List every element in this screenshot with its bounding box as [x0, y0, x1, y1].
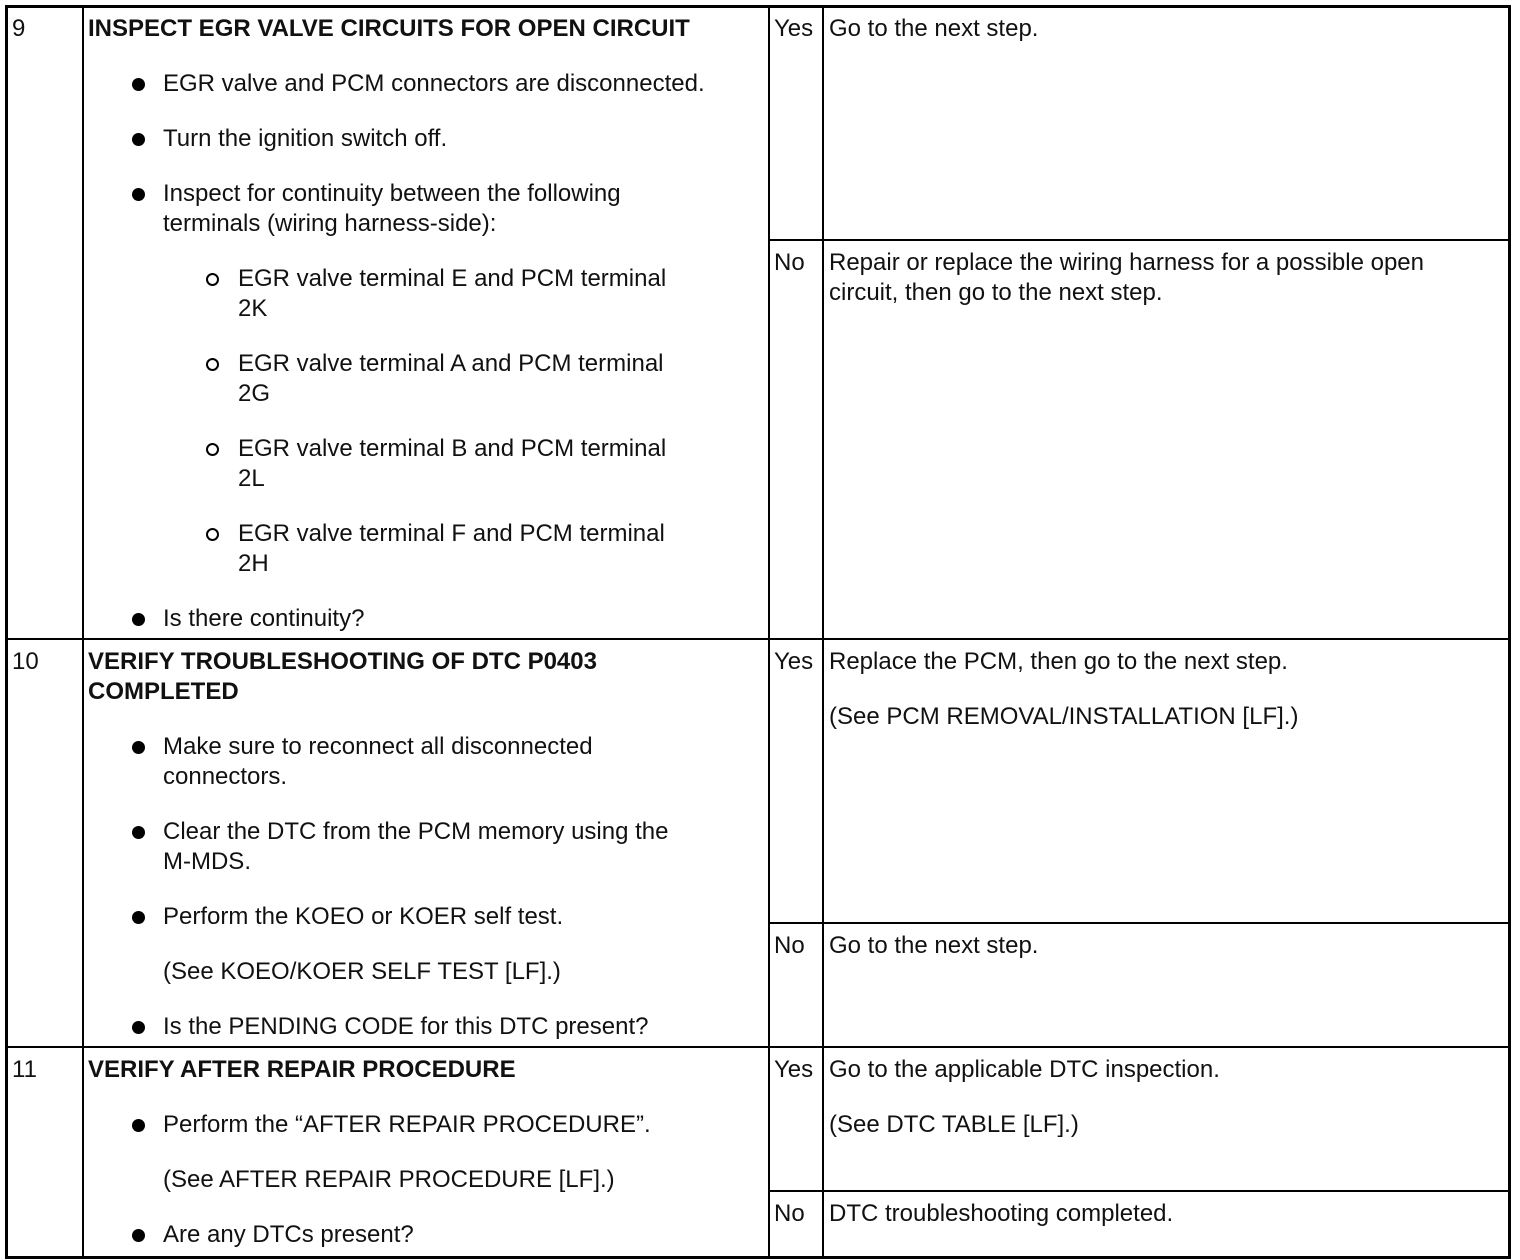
hollow-bullet-icon	[206, 528, 219, 541]
yes-no-divider	[768, 922, 1508, 924]
bullet-text: Is there continuity?	[163, 605, 365, 632]
step-number: 10	[12, 648, 39, 675]
no-action: DTC troubleshooting completed.	[829, 1200, 1174, 1227]
bullet-text: EGR valve terminal B and PCM terminal	[238, 435, 667, 462]
bullet-text: terminals (wiring harness-side):	[163, 210, 497, 237]
step-title: VERIFY AFTER REPAIR PROCEDURE	[88, 1056, 516, 1083]
yes-no-divider	[768, 239, 1508, 241]
no-action: Go to the next step.	[829, 932, 1039, 959]
no-action: circuit, then go to the next step.	[829, 279, 1163, 306]
step-number: 11	[12, 1056, 37, 1083]
bullet-text: Turn the ignition switch off.	[163, 125, 448, 152]
bullet-text: 2L	[238, 465, 265, 492]
step-number: 9	[12, 15, 26, 42]
bullet-icon	[132, 613, 145, 626]
reference-text: (See KOEO/KOER SELF TEST [LF].)	[163, 958, 561, 985]
step-title: INSPECT EGR VALVE CIRCUITS FOR OPEN CIRCUIT	[88, 15, 690, 42]
hollow-bullet-icon	[206, 358, 219, 371]
bullet-text: Is the PENDING CODE for this DTC present?	[163, 1013, 649, 1040]
row-divider	[8, 638, 1508, 640]
bullet-text: Perform the “AFTER REPAIR PROCEDURE”.	[163, 1111, 651, 1138]
bullet-icon	[132, 911, 145, 924]
yes-action: (See DTC TABLE [LF].)	[829, 1111, 1079, 1138]
bullet-text: Inspect for continuity between the following	[163, 180, 621, 207]
bullet-icon	[132, 1229, 145, 1242]
bullet-text: 2K	[238, 295, 268, 322]
column-divider	[822, 8, 824, 1256]
bullet-icon	[132, 133, 145, 146]
step-title: VERIFY TROUBLESHOOTING OF DTC P0403	[88, 648, 597, 675]
bullet-text: Are any DTCs present?	[163, 1221, 414, 1248]
bullet-icon	[132, 826, 145, 839]
yes-no-divider	[768, 1190, 1508, 1192]
row-divider	[8, 1046, 1508, 1048]
bullet-text: EGR valve and PCM connectors are disconnected.	[163, 70, 705, 97]
yes-label: Yes	[774, 1056, 814, 1083]
no-label: No	[774, 932, 805, 959]
no-action: Repair or replace the wiring harness for a possible open	[829, 249, 1424, 276]
no-label: No	[774, 249, 805, 276]
bullet-text: M-MDS.	[163, 848, 251, 875]
bullet-icon	[132, 78, 145, 91]
bullet-text: Clear the DTC from the PCM memory using the	[163, 818, 669, 845]
yes-action: Go to the applicable DTC inspection.	[829, 1056, 1220, 1083]
column-divider	[768, 8, 770, 1256]
bullet-text: EGR valve terminal A and PCM terminal	[238, 350, 664, 377]
bullet-text: EGR valve terminal F and PCM terminal	[238, 520, 665, 547]
step-title: COMPLETED	[88, 678, 239, 705]
yes-label: Yes	[774, 15, 814, 42]
bullet-icon	[132, 188, 145, 201]
yes-action: Go to the next step.	[829, 15, 1039, 42]
bullet-icon	[132, 1119, 145, 1132]
hollow-bullet-icon	[206, 273, 219, 286]
yes-action: (See PCM REMOVAL/INSTALLATION [LF].)	[829, 703, 1299, 730]
column-divider	[82, 8, 84, 1256]
hollow-bullet-icon	[206, 443, 219, 456]
reference-text: (See AFTER REPAIR PROCEDURE [LF].)	[163, 1166, 615, 1193]
yes-action: Replace the PCM, then go to the next step.	[829, 648, 1288, 675]
bullet-text: 2H	[238, 550, 269, 577]
bullet-text: EGR valve terminal E and PCM terminal	[238, 265, 667, 292]
bullet-icon	[132, 1021, 145, 1034]
bullet-icon	[132, 741, 145, 754]
bullet-text: Perform the KOEO or KOER self test.	[163, 903, 564, 930]
bullet-text: 2G	[238, 380, 271, 407]
no-label: No	[774, 1200, 805, 1227]
bullet-text: connectors.	[163, 763, 288, 790]
bullet-text: Make sure to reconnect all disconnected	[163, 733, 593, 760]
yes-label: Yes	[774, 648, 814, 675]
